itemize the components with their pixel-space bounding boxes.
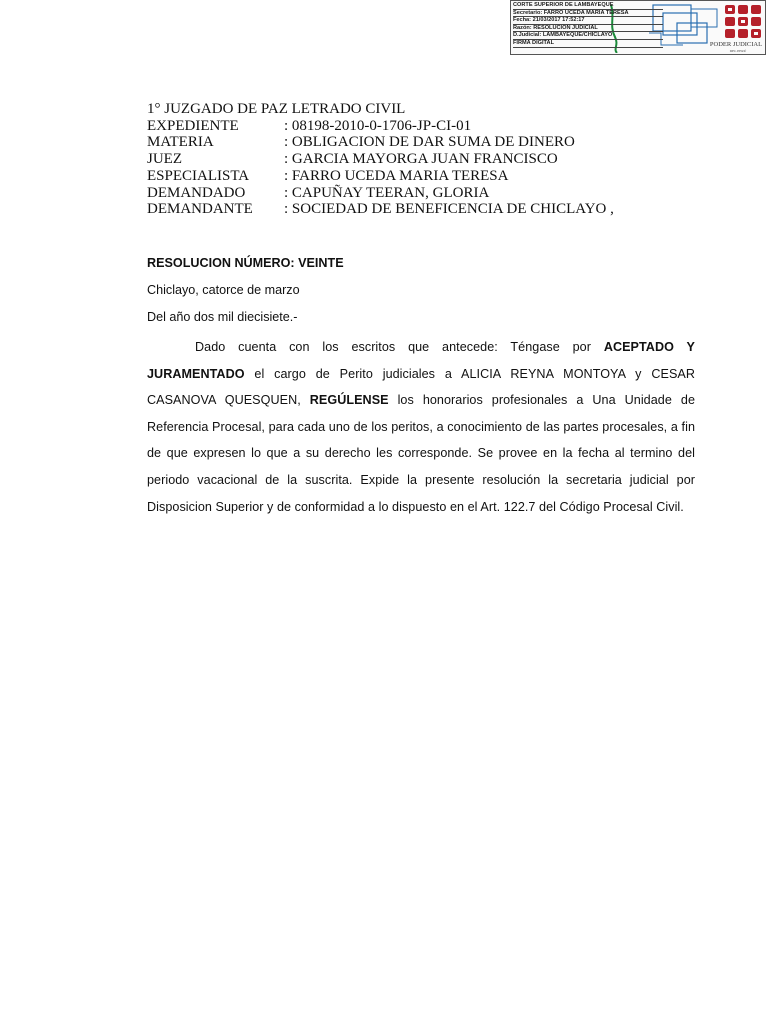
place-date: Chiclayo, catorce de marzo [147,283,300,297]
field-value: : CAPUÑAY TEERAN, GLORIA [284,184,490,201]
field-expediente [147,118,707,135]
field-demandante [147,201,707,218]
poder-judicial-logo-icon [723,3,763,39]
field-label: EXPEDIENTE [147,117,239,134]
paragraph-text: el cargo de Perito judiciales a ALICIA REYNA MONTOYA y CESAR CASANOVA QUESQUEN, [147,366,695,408]
field-value: : FARRO UCEDA MARIA TERESA [284,167,509,184]
stamp-line-reason: Razón: RESOLUCION JUDICIAL [513,25,663,33]
logo-subtext: DEL PERÚ [729,49,747,53]
field-especialista [147,168,707,185]
paragraph-text: los honorarios profesionales a Una Unidade de Referencia Procesal, para cada uno de los peritos, a conocimiento de las partes procesales, a fin de que expresen lo que a su derecho les corresponde. Se provee en la fecha al termino del periodo vacacional de la suscrita. Expide la presente resolución la secretaria judicial por Disposicion Superior y de conformidad a lo dispuesto en el Art. 122.7 del Código Procesal Civil. [147,393,695,514]
resolution-body [147,253,695,520]
stamp-line-date: Fecha: 21/03/2017 17:52:17 [513,17,663,25]
field-label: MATERIA [147,134,214,151]
digital-signature-stamp [510,0,766,55]
paragraph-bold-regulense: REGÚLENSE [309,393,389,408]
field-value: : SOCIEDAD DE BENEFICENCIA DE CHICLAYO , [284,201,614,218]
stamp-line-secretary: Secretario: FARRO UCEDA MARIA TERESA [513,10,663,18]
paragraph-bold-accepted: ACEPTADO Y JURAMENTADO [147,340,695,381]
field-value: : OBLIGACION DE DAR SUMA DE DINERO [284,134,575,151]
stamp-line-district: D.Judicial: LAMBAYEQUE/CHICLAYO [513,32,663,40]
field-materia [147,134,707,151]
signature-details [513,2,663,48]
year-line: Del año dos mil diecisiete.- [147,310,298,324]
field-label: DEMANDANTE [147,201,253,218]
resolution-title: RESOLUCION NÚMERO: VEINTE [147,256,344,270]
field-label: JUEZ [147,151,182,168]
case-header [147,101,707,218]
stamp-line-signature-type: FIRMA DIGITAL [513,40,663,48]
court-name: 1° JUZGADO DE PAZ LETRADO CIVIL [147,101,406,117]
field-juez [147,151,707,168]
logo-text: PODER JUDICIAL [709,41,763,48]
field-label: DEMANDADO [147,184,246,201]
field-demandado [147,185,707,202]
resolution-paragraph [147,334,695,520]
paragraph-text: Dado cuenta con los escritos que antecede: Téngase por [195,340,604,354]
field-value: : 08198-2010-0-1706-JP-CI-01 [284,117,472,134]
field-value: : GARCIA MAYORGA JUAN FRANCISCO [284,151,558,168]
field-label: ESPECIALISTA [147,167,250,184]
stamp-line-court: CORTE SUPERIOR DE LAMBAYEQUE [513,2,663,10]
